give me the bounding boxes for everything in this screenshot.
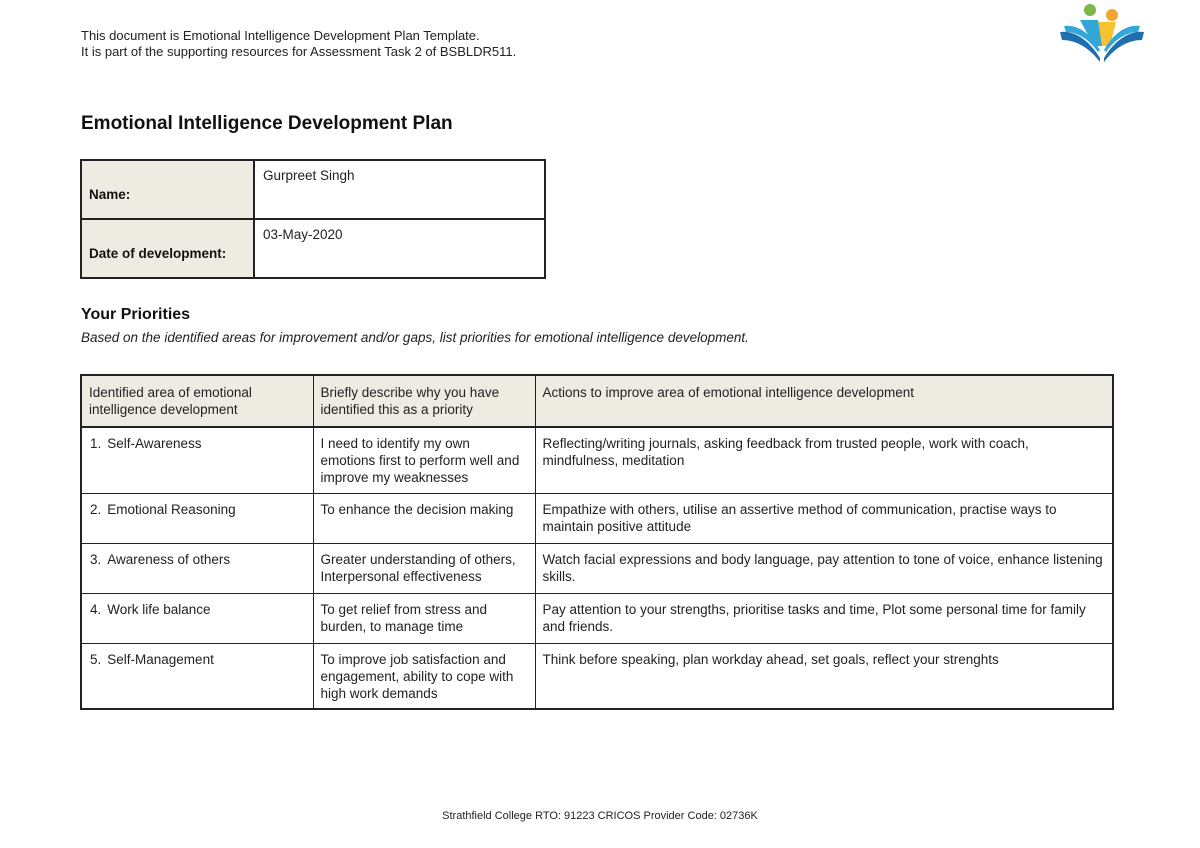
priorities-header-row [81,375,1113,427]
area-text: Self-Management [107,651,214,667]
table-row [81,427,1113,493]
why-cell: Greater understanding of others, Interpersonal effectiveness [313,543,535,593]
header-actions: Actions to improve area of emotional intelligence development [535,375,1113,427]
header-why: Briefly describe why you have identified this as a priority [313,375,535,427]
area-cell [81,427,313,493]
area-cell [81,543,313,593]
actions-cell: Think before speaking, plan workday ahead, set goals, reflect your strenghts [535,643,1113,709]
actions-cell: Pay attention to your strengths, prioritise tasks and time, Plot some personal time for family and friends. [535,593,1113,643]
header-note-line-1: This document is Emotional Intelligence Development Plan Template. [81,28,480,43]
table-row [81,493,1113,543]
area-text: Awareness of others [107,551,231,567]
header-note [81,28,516,60]
actions-cell: Watch facial expressions and body language, pay attention to tone of voice, enhance listening skills. [535,543,1113,593]
row-number: 4. [90,601,102,617]
document-title: Emotional Intelligence Development Plan [81,113,453,134]
why-cell: To improve job satisfaction and engagement, ability to cope with high work demands [313,643,535,709]
area-cell [81,593,313,643]
header-area: Identified area of emotional intelligence development [81,375,313,427]
why-cell: I need to identify my own emotions first to perform well and improve my weaknesses [313,427,535,493]
row-number: 3. [90,551,102,567]
footer-text: Strathfield College RTO: 91223 CRICOS Provider Code: 02736K [442,810,758,822]
table-row [81,643,1113,709]
priorities-subtitle: Based on the identified areas for improvement and/or gaps, list priorities for emotional intelligence development. [81,330,749,345]
area-text: Work life balance [107,601,211,617]
header-note-line-2: It is part of the supporting resources for Assessment Task 2 of BSBLDR511. [81,44,517,59]
row-number: 1. [90,436,102,451]
date-row [81,219,545,278]
name-label: Name: [81,160,254,219]
table-row [81,593,1113,643]
date-label: Date of development: [81,219,254,278]
area-text: Self-Awareness [107,436,202,451]
actions-cell: Reflecting/writing journals, asking feedback from trusted people, work with coach, mindfulness, meditation [535,427,1113,493]
name-row [81,160,545,219]
area-text: Emotional Reasoning [107,501,236,517]
info-table [80,159,546,279]
area-cell [81,493,313,543]
name-value: Gurpreet Singh [254,160,545,219]
priorities-table [80,374,1114,710]
date-value: 03-May-2020 [254,219,545,278]
row-number: 5. [90,651,102,667]
actions-cell: Empathize with others, utilise an assertive method of communication, practise ways to maintain positive attitude [535,493,1113,543]
table-row [81,543,1113,593]
row-number: 2. [90,501,102,517]
why-cell: To get relief from stress and burden, to manage time [313,593,535,643]
why-cell: To enhance the decision making [313,493,535,543]
area-cell [81,643,313,709]
priorities-title: Your Priorities [81,306,191,323]
college-logo-icon [1058,2,1146,66]
